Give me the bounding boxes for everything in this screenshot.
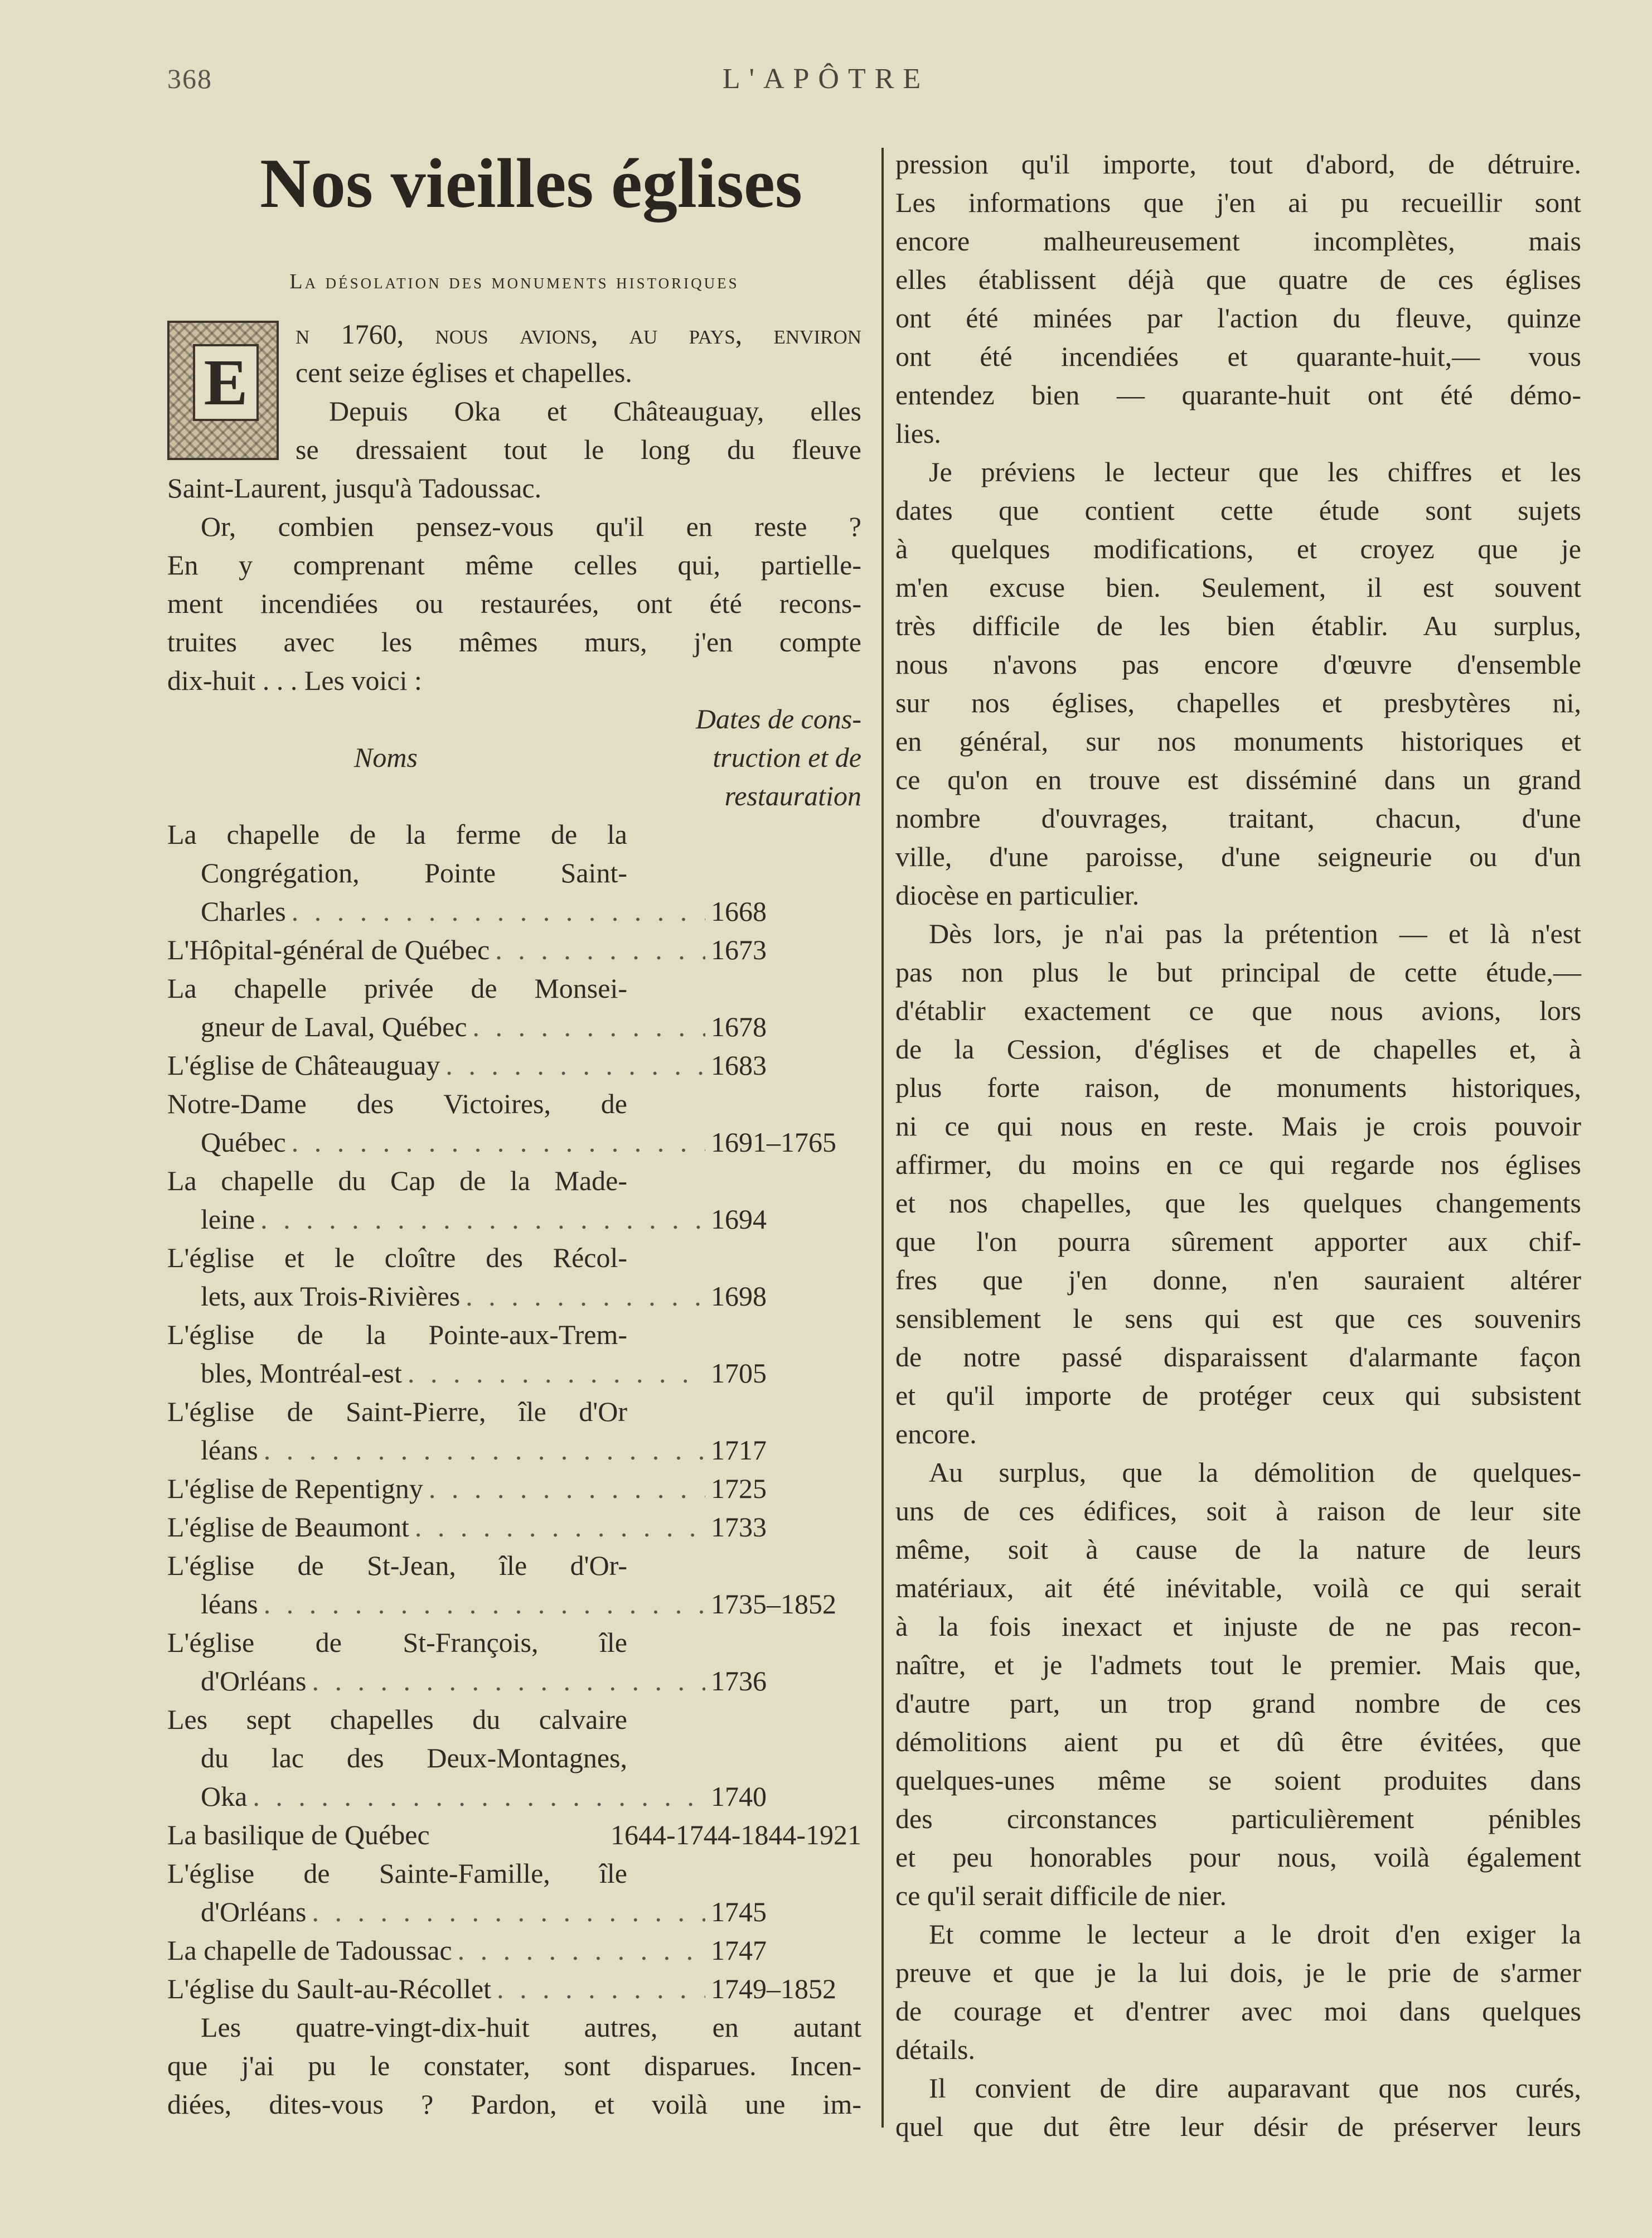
church-entry [167,1470,861,1508]
text-line: Les quatre-vingt-dix-huit autres, en autant [201,2012,861,2043]
dot-leader [264,1431,705,1470]
dot-leader [466,1277,705,1316]
construction-date: 1678 [711,1011,767,1042]
church-entry [167,1700,861,1816]
text-line: fres que j'en donne, n'en sauraient altérer [895,1264,1581,1296]
church-name-line: L'église de St-Jean, île d'Or- [167,1550,627,1581]
dot-leader [497,1970,705,2008]
text-line: démolitions aient pu et dû être évitées, que [895,1726,1581,1757]
church-entry [167,1239,861,1316]
text-line: et qu'il importe de protéger ceux qui subsistent [895,1380,1581,1411]
construction-date: 1749–1852 [711,1973,836,2004]
text-line: uns de ces édifices, soit à raison de leur site [895,1495,1581,1526]
construction-date: 1668 [711,896,767,927]
text-line: se dressaient tout le long du fleuve [295,434,861,465]
church-entry-row [167,1662,861,1700]
church-name: La basilique de Québec [167,1819,430,1850]
text-line: ce qu'on en trouve est disséminé dans un grand [895,764,1581,795]
church-name-line: L'église de Sainte-Famille, île [167,1858,627,1889]
church-entry [167,1316,861,1393]
column-header-dates [616,700,861,815]
article-subtitle: La désolation des monuments historiques [289,270,739,293]
text-line: diocèse en particulier. [895,879,1140,911]
construction-date: 1735–1852 [711,1588,836,1620]
running-head: L'APÔTRE [722,63,930,95]
church-name-line: du lac des Deux-Montagnes, [201,1742,627,1773]
church-entry [167,1508,861,1546]
church-name-line: La chapelle privée de Monsei- [167,973,627,1004]
text-line: Et comme le lecteur a le droit d'en exiger la [929,1918,1581,1950]
intro-paragraph [167,315,861,469]
church-entry [167,1816,861,1854]
text-line: elles établissent déjà que quatre de ces églises [895,264,1581,295]
paragraph [895,1915,1581,2069]
text-line: Depuis Oka et Châteauguay, elles [329,395,861,427]
dot-leader [292,1123,705,1162]
paragraph [895,453,1581,915]
church-entry-row [167,1508,861,1546]
church-entry-row [167,892,861,931]
text-line: et nos chapelles, que les quelques changements [895,1187,1581,1219]
construction-date: 1683 [711,1050,767,1081]
column-header-dates-line: truction et de [713,742,861,773]
church-entry-row [167,1931,861,1970]
church-entry [167,1046,861,1085]
church-entry [167,931,861,969]
church-entry-row [167,1816,861,1854]
text-line: ont été incendiées et quarante-huit,— vous [895,341,1581,372]
paragraph [895,2069,1581,2146]
text-line: de notre passé disparaissent d'alarmante façon [895,1341,1581,1372]
church-entry-row [167,1123,861,1162]
text-line: n 1760, nous avions, au pays, environ [295,318,861,350]
church-name: L'Hôpital-général de Québec [167,934,490,965]
text-line: d'autre part, un trop grand nombre de ces [895,1688,1581,1719]
construction-date: 1733 [711,1511,767,1543]
church-entry-row [167,1893,861,1931]
text-line: très difficile de les bien établir. Au surplus, [895,610,1581,641]
church-entry-row [167,1008,861,1046]
church-entry [167,1546,861,1623]
construction-date: 1698 [711,1280,767,1312]
church-name-line: La chapelle de la ferme de la [167,819,627,850]
construction-date: 1745 [711,1896,767,1927]
text-line: à quelques modifications, et croyez que je [895,533,1581,564]
construction-date: 1747 [711,1935,767,1966]
dot-leader [408,1354,705,1393]
text-line: diées, dites-vous ? Pardon, et voilà une im- [167,2089,861,2120]
ornamental-dropcap [167,321,279,460]
church-name: Charles [201,896,286,927]
church-name-line: L'église de Saint-Pierre, île d'Or [167,1396,627,1427]
text-line: pas non plus le but principal de cette étude,— [895,956,1581,988]
church-name-line: L'église de la Pointe-aux-Trem- [167,1319,627,1350]
church-entry [167,1393,861,1470]
text-line: ce qu'il serait difficile de nier. [895,1880,1227,1911]
church-name: Québec [201,1127,286,1158]
text-line: d'établir exactement ce que nous avions, lors [895,995,1581,1026]
text-line: que l'on pourra sûrement apporter aux chif- [895,1226,1581,1257]
dot-leader [312,1893,705,1931]
church-name: lets, aux Trois-Rivières [201,1280,461,1312]
text-line: encore. [895,1418,977,1449]
text-line: Je préviens le lecteur que les chiffres et les [929,456,1581,487]
text-line: en général, sur nos monuments historiques et [895,726,1581,757]
text-line: plus forte raison, de monuments historiques, [895,1072,1581,1103]
left-column [167,142,861,2124]
church-name: L'église de Repentigny [167,1473,423,1504]
dropcap-letter: E [193,344,259,421]
dot-leader [495,931,705,969]
church-entry-row [167,1470,861,1508]
text-line: pression qu'il importe, tout d'abord, de détruire. [895,148,1581,180]
church-entry [167,1623,861,1700]
text-line: encore malheureusement incomplètes, mais [895,225,1581,257]
dot-leader [458,1931,705,1970]
church-name: léans [201,1434,258,1466]
page-number: 368 [167,63,212,94]
dot-leader [292,892,705,931]
church-name: leine [201,1203,255,1235]
church-name-line: La chapelle du Cap de la Made- [167,1165,627,1196]
text-line: matériaux, ait été inévitable, voilà ce qui serait [895,1572,1581,1603]
church-name: La chapelle de Tadoussac [167,1935,452,1966]
church-name: d'Orléans [201,1665,307,1696]
construction-date: 1644-1744-1844-1921 [611,1819,861,1850]
text-line: que j'ai pu le constater, sont disparues. Incen- [167,2050,861,2081]
text-line: affirmer, du moins en ce qui regarde nos églises [895,1149,1581,1180]
column-header-dates-line: Dates de cons- [695,703,861,734]
paragraph [895,1453,1581,1915]
text-line: ment incendiées ou restaurées, ont été recons- [167,588,861,619]
text-line: lies. [895,418,941,449]
text-line: détails. [895,2034,976,2065]
dot-leader [312,1662,705,1700]
construction-date: 1717 [711,1434,767,1466]
column-header-dates-line: restauration [724,780,861,811]
church-entry-row [167,1585,861,1623]
text-line: et peu honorables pour nous, voilà également [895,1841,1581,1873]
text-line: nombre d'ouvrages, traitant, chacun, d'une [895,803,1581,834]
construction-date: 1725 [711,1473,767,1504]
text-line: de courage et d'entrer avec moi dans quelques [895,1995,1581,2027]
text-line: preuve et que je la lui dois, je le prie de s'armer [895,1957,1581,1988]
text-line: Dès lors, je n'ai pas la prétention — et là n'est [929,918,1581,949]
church-table-header [167,700,861,815]
text-line: sur nos églises, chapelles et presbytères ni, [895,687,1581,718]
right-column [895,145,1581,2146]
text-line: Les informations que j'en ai pu recueillir sont [895,187,1581,218]
church-entry-row [167,931,861,969]
church-name-line: Les sept chapelles du calvaire [167,1704,627,1735]
construction-date: 1740 [711,1781,767,1812]
text-line: ville, d'une paroisse, d'une seigneurie ou d'un [895,841,1581,872]
church-name-line: Congrégation, Pointe Saint- [201,857,627,888]
text-line: Saint-Laurent, jusqu'à Tadoussac. [167,472,542,504]
dot-leader [253,1777,705,1816]
church-entry-row [167,1354,861,1393]
church-name: léans [201,1588,258,1620]
text-line: Au surplus, que la démolition de quelques- [929,1457,1581,1488]
church-name: L'église de Châteauguay [167,1050,440,1081]
church-entry [167,1162,861,1239]
text-line: Or, combien pensez-vous qu'il en reste ? [201,511,861,542]
text-line: entendez bien — quarante-huit ont été démo- [895,379,1581,410]
dot-leader [260,1200,705,1239]
paragraph [895,915,1581,1453]
text-line: quel que dut être leur désir de préserver leurs [895,2111,1581,2142]
text-line: à la fois inexact et injuste de ne pas recon- [895,1611,1581,1642]
church-entry-row [167,1777,861,1816]
dot-leader [473,1008,705,1046]
church-entry [167,1931,861,1970]
text-line: de la Cession, d'églises et de chapelles et, à [895,1033,1581,1065]
text-line: dates que contient cette étude sont sujets [895,495,1581,526]
church-name: gneur de Laval, Québec [201,1011,467,1042]
church-entry [167,969,861,1046]
text-line: nous n'avons pas encore d'œuvre d'ensemble [895,649,1581,680]
column-header-noms: Noms [354,742,418,773]
text-line: m'en excuse bien. Seulement, il est souvent [895,572,1581,603]
text-line: truites avec les mêmes murs, j'en compte [167,626,861,658]
church-entry-row [167,1046,861,1085]
text-line: ni ce qui nous en reste. Mais je crois pouvoir [895,1110,1581,1142]
construction-date: 1691–1765 [711,1127,836,1158]
church-entry [167,1085,861,1162]
church-name-line: Notre-Dame des Victoires, de [167,1088,627,1119]
construction-date: 1694 [711,1203,767,1235]
dot-leader [445,1046,705,1085]
church-entry [167,815,861,931]
text-line: dix-huit . . . Les voici : [167,665,422,696]
intro-wrapped-text [295,315,861,469]
dot-leader [429,1470,705,1508]
church-name-line: L'église et le cloître des Récol- [167,1242,627,1273]
text-line: quelques-unes même se soient produites dans [895,1765,1581,1796]
church-entry [167,1970,861,2008]
church-entry-row [167,1200,861,1239]
article-title: Nos vieilles églises [260,145,802,223]
church-entry-row [167,1970,861,2008]
text-line: des circonstances particulièrement pénibles [895,1803,1581,1834]
church-name: L'église du Sault-au-Récollet [167,1973,492,2004]
text-line: Il convient de dire auparavant que nos curés, [929,2072,1581,2104]
church-entry-row [167,1431,861,1470]
construction-date: 1705 [711,1357,767,1389]
church-name: d'Orléans [201,1896,307,1927]
text-line: même, soit à cause de la nature de leurs [895,1534,1581,1565]
text-line: naître, et je l'admets tout le premier. Mais que, [895,1649,1581,1680]
dot-leader [264,1585,705,1623]
text-line: ont été minées par l'action du fleuve, quinze [895,302,1581,333]
church-list [167,815,861,2008]
church-name-line: L'église de St-François, île [167,1627,627,1658]
text-line: En y comprenant même celles qui, partielle- [167,549,861,581]
church-entry [167,1854,861,1931]
church-name: L'église de Beaumont [167,1511,409,1543]
text-line: sensiblement le sens qui est que ces souvenirs [895,1303,1581,1334]
dot-leader [415,1508,705,1546]
church-name: bles, Montréal-est [201,1357,403,1389]
church-name: Oka [201,1781,248,1812]
text-line: cent seize églises et chapelles. [295,357,632,388]
paragraph [895,145,1581,453]
column-divider [881,148,884,2128]
church-entry-row [167,1277,861,1316]
construction-date: 1673 [711,934,767,965]
construction-date: 1736 [711,1665,767,1696]
